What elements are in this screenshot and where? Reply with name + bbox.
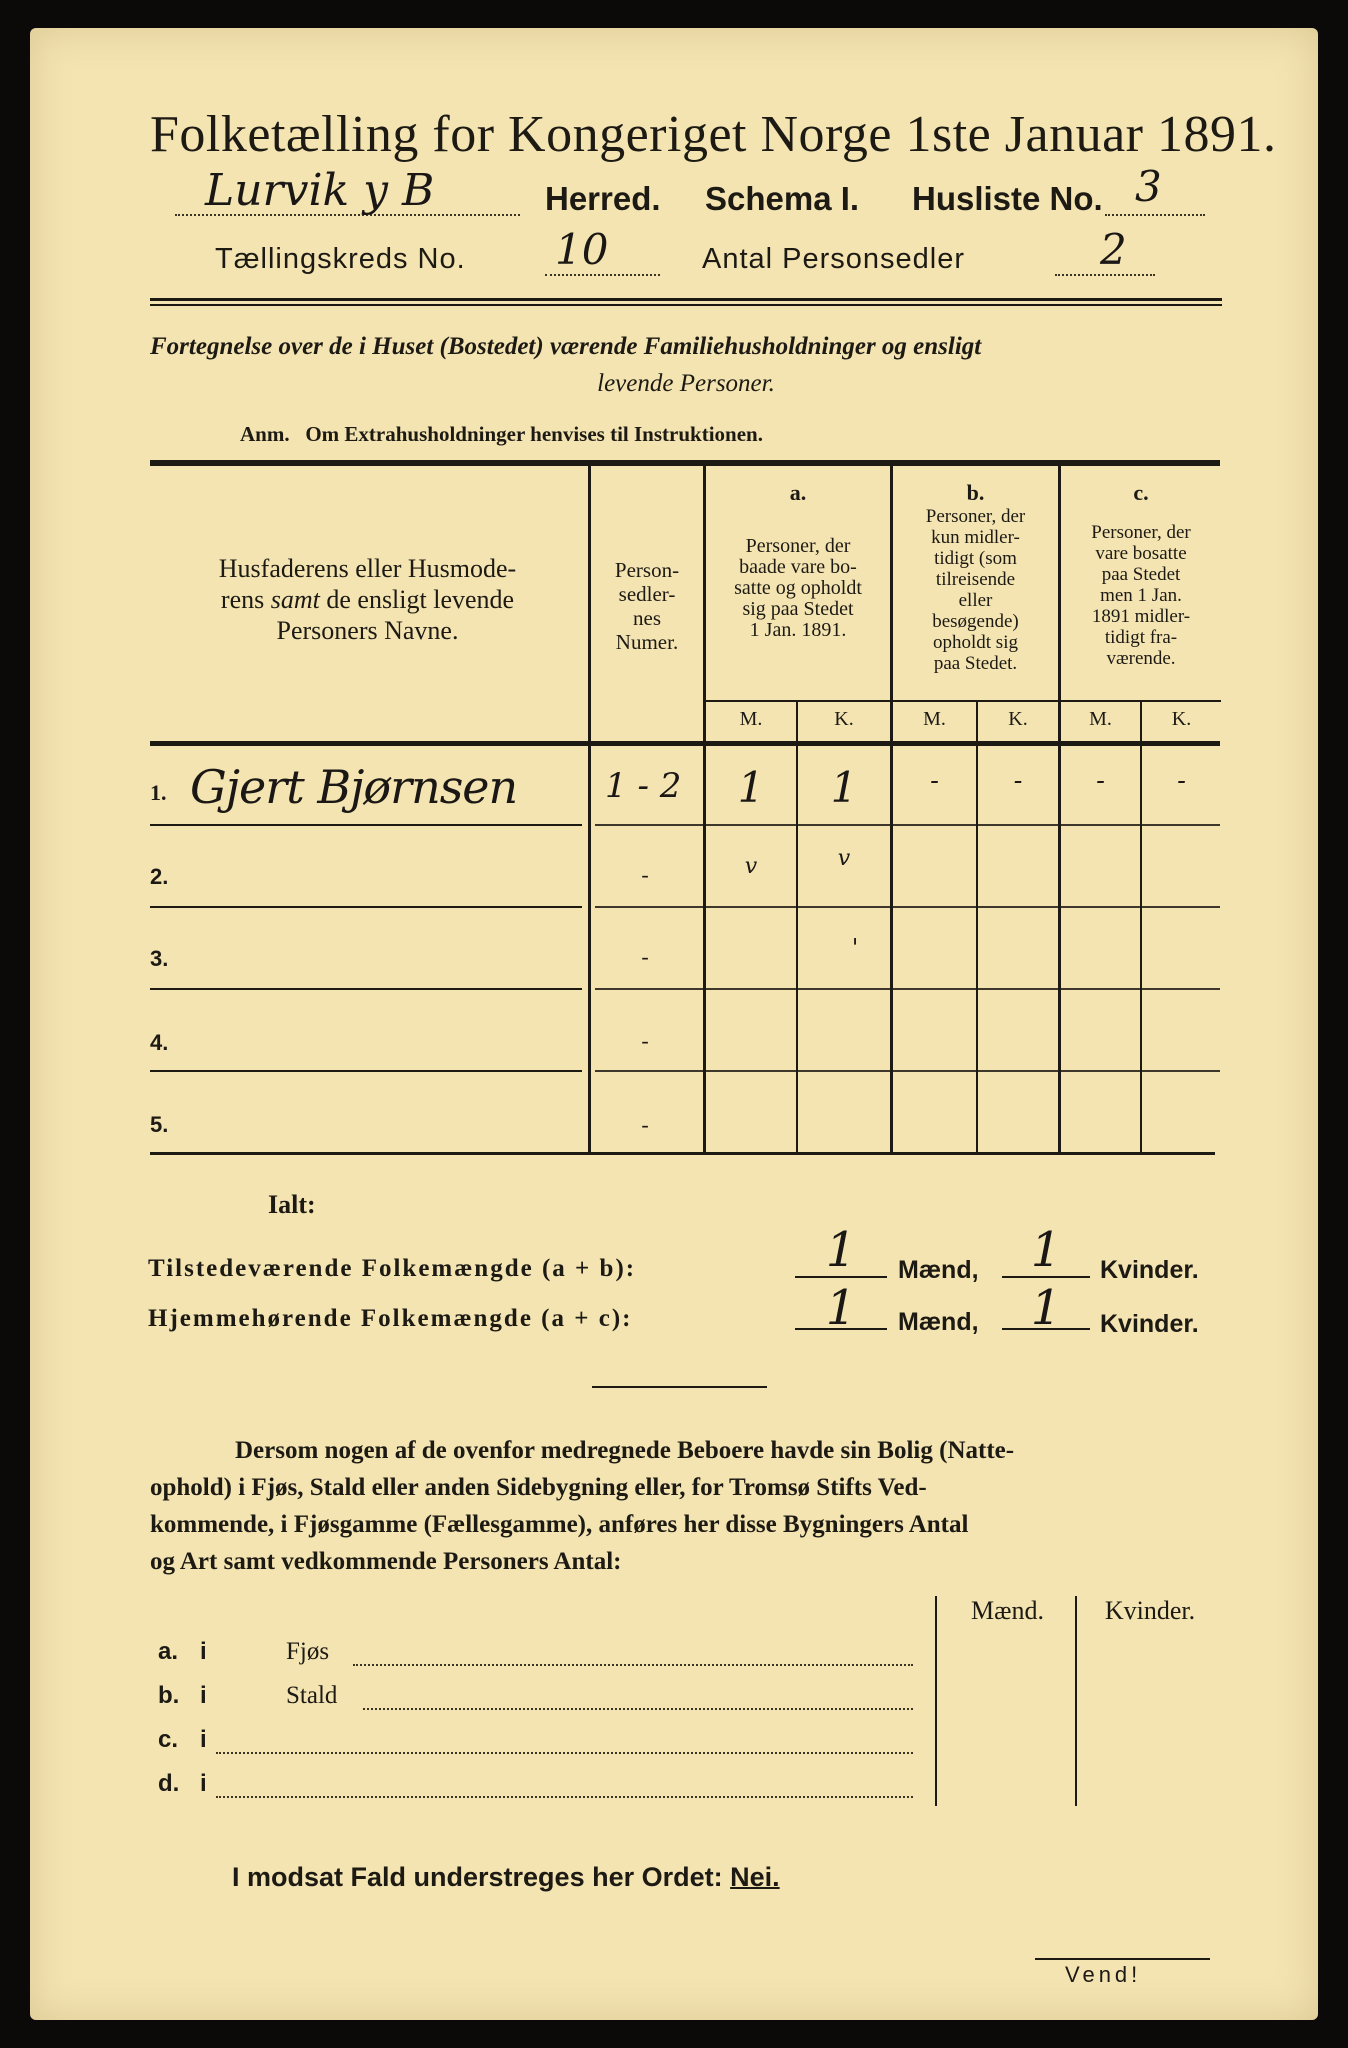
table-row: 1. Gjert Bjørnsen 1 - 2 1 1 - - - - xyxy=(150,760,1186,814)
tilst-maend-label: Mænd, xyxy=(898,1256,979,1284)
schema-label: Schema I. xyxy=(705,180,860,217)
tilst-label: Tilstedeværende Folkemængde (a + b): xyxy=(148,1255,637,1282)
mk-label-bM: M. xyxy=(923,708,946,730)
col-a-letter: a. xyxy=(789,480,807,505)
row-line-1-name xyxy=(150,824,582,826)
herred-label: Herred. xyxy=(545,180,661,217)
modsat-text: I modsat Fald understreges her Ordet: Nei. xyxy=(232,1862,780,1892)
kreds-label: Tællingskreds No. xyxy=(215,243,466,275)
anm-note: Anm. Om Extrahusholdninger henvises til Instruktionen. xyxy=(240,422,763,446)
header-rule-top xyxy=(150,298,1222,301)
col-header-b: Personer, der kun midler- tidigt (som tilreisende eller besøgende) opholdt sig paa Stedet. xyxy=(925,506,1026,674)
nei-word: Nei. xyxy=(730,1862,780,1892)
table-row: 3. - ' xyxy=(150,934,859,971)
mk-label-cM: M. xyxy=(1089,708,1112,730)
hjem-k-value: 1 xyxy=(1030,1280,1062,1336)
vend-rule xyxy=(1035,1958,1210,1960)
table-row: 4. - xyxy=(150,1028,649,1055)
row-line-3-name xyxy=(150,988,582,990)
mk-label-aM: M. xyxy=(739,708,763,730)
ialt-label: Ialt: xyxy=(268,1190,316,1219)
antal-label: Antal Personsedler xyxy=(702,243,966,275)
mk-label-bK: K. xyxy=(1008,708,1028,730)
husliste-label: Husliste No. xyxy=(912,180,1103,217)
footer-paragraph: Dersom nogen af de ovenfor medregnede Beboere havde sin Bolig (Natte- ophold) i Fjøs, Stald eller anden Sidebygning eller, for Tromsø Stifts Ved- kommende, i Fjøsgamme (Fællesgamme), anføres her disse Bygningers Antal og Art samt vedkommende Personers Antal: xyxy=(150,1437,1015,1575)
sub-col-maend: Mænd. xyxy=(971,1596,1044,1625)
hjem-label: Hjemmehørende Folkemængde (a + c): xyxy=(148,1305,633,1332)
husliste-dotted-line xyxy=(1105,212,1205,216)
building-row: c. i xyxy=(158,1726,918,1760)
vend-label: Vend! xyxy=(1065,1962,1142,1987)
building-row: b. i Stald xyxy=(158,1682,918,1716)
table-row: 2. - v v xyxy=(150,846,851,889)
col-header-names: Husfaderens eller Husmode- rens samt de ensligt levende Personers Navne. xyxy=(218,554,517,645)
mk-header-rule xyxy=(706,700,1221,702)
tilst-m-value: 1 xyxy=(825,1222,857,1278)
table-row: 5. - xyxy=(150,1112,649,1137)
col-b-letter: b. xyxy=(966,480,985,505)
tilst-kvinder-label: Kvinder. xyxy=(1100,1256,1199,1284)
building-row: d. i xyxy=(158,1770,918,1804)
hjem-maend-label: Mænd, xyxy=(898,1308,979,1336)
row-line-2-name xyxy=(150,906,582,908)
tilst-k-value: 1 xyxy=(1030,1222,1062,1278)
intro-line-2: levende Personer. xyxy=(597,370,775,397)
col-header-num: Person- sedler- nes Numer. xyxy=(614,558,680,654)
kreds-value: 10 xyxy=(555,225,609,274)
husliste-value: 3 xyxy=(1135,162,1162,211)
col-header-c: Personer, der vare bosatte paa Stedet men 1 Jan. 1891 midler- tidigt fra- værende. xyxy=(1091,522,1191,669)
section-divider xyxy=(592,1386,767,1388)
sub-col-line-2 xyxy=(1075,1596,1077,1806)
row-line-4-name xyxy=(150,1070,582,1072)
antal-value: 2 xyxy=(1100,225,1127,274)
sub-col-line-1 xyxy=(935,1596,937,1806)
herred-value: Lurvik y B xyxy=(205,165,435,216)
building-row: a. i Fjøs xyxy=(158,1638,918,1672)
form-title: Folketælling for Kongeriget Norge 1ste Januar 1891. xyxy=(150,106,1277,163)
row-line-1-data xyxy=(595,824,1220,826)
row-line-3-data xyxy=(595,988,1220,990)
header-rule-bottom xyxy=(150,304,1222,306)
hjem-kvinder-label: Kvinder. xyxy=(1100,1310,1199,1338)
col-c-letter: c. xyxy=(1133,480,1149,505)
row-line-4-data xyxy=(595,1070,1220,1072)
col-header-a: Personer, der baade vare bo- satte og opholdt sig paa Stedet 1 Jan. 1891. xyxy=(734,535,862,641)
mk-label-cK: K. xyxy=(1171,708,1192,730)
row-line-2-data xyxy=(595,906,1220,908)
hjem-m-value: 1 xyxy=(825,1280,857,1336)
sub-col-kvinder: Kvinder. xyxy=(1104,1596,1196,1625)
mk-label-aK: K. xyxy=(834,708,854,730)
intro-line-1: Fortegnelse over de i Huset (Bostedet) værende Familiehusholdninger og ensligt xyxy=(150,333,982,360)
